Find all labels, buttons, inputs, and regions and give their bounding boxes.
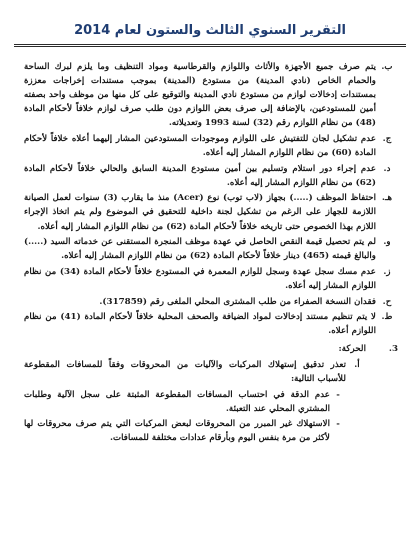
document-body (24, 60, 398, 447)
list-item (24, 162, 398, 190)
item-marker: ز. (383, 266, 391, 277)
list-item (24, 191, 398, 233)
section-number: 3. (388, 344, 398, 355)
item-marker: ح. (382, 296, 392, 307)
item-marker: أ. (354, 359, 360, 370)
list-item (24, 358, 398, 386)
bullet-marker: - (336, 389, 340, 400)
item-marker: ط. (381, 312, 393, 323)
bullet-item (24, 417, 398, 445)
item-text: تعذر تدقيق إستهلاك المركبات والآليات من المحروقات وفقاً للمسافات المقطوعة للأسباب التالية: (24, 359, 346, 384)
list-item (24, 265, 398, 293)
section-label: الحركة: (338, 344, 366, 355)
page-title: التقرير السنوي الثالث والستون لعام 2014 (14, 22, 406, 47)
bullet-item (24, 388, 398, 416)
item-text: احتفاظ الموظف (.....) بجهاز (لاب توب) نوع (Acer) منذ ما يقارب (3) سنوات لعمل الصيانة اللازمة للجهاز على الرغم من تشكيل لجنة داخلية للتحقيق في الموضوع ولم يتم اتخاذ الإجراء اللازم بهذا الخصوص حتى تاريخه خلافاً لأحكام المادة (62) من نظام اللوازم المشار إليه أعلاه. (24, 193, 376, 232)
item-marker: ب. (381, 62, 393, 72)
item-marker: د. (383, 163, 391, 174)
item-marker: هـ. (381, 193, 393, 204)
bullet-marker: - (336, 419, 340, 430)
item-text: لا يتم تنظيم مستند إدخالات لمواد الضيافة والصحف المحلية خلافاً لأحكام المادة (41) من نظام اللوازم أعلاه. (24, 312, 376, 337)
section-heading (24, 342, 398, 356)
list-item (24, 235, 398, 263)
list-item (24, 295, 398, 309)
list-item (24, 60, 398, 130)
item-marker: و. (383, 237, 391, 248)
item-text: عدم إجراء دور استلام وتسليم بين أمين مستودع المدينة السابق والحالي خلافاً لأحكام المادة (62) من نظام اللوازم المشار إليه أعلاه. (24, 163, 376, 188)
bullet-text: عدم الدقة في احتساب المسافات المقطوعة المثبتة على سجل الآلية وطلبات المشتري المحلي عند التعبئة. (24, 389, 330, 414)
list-item (24, 132, 398, 160)
item-marker: ج. (382, 133, 392, 144)
item-text: يتم صرف جميع الأجهزة والأثاث واللوازم والقرطاسية ومواد التنظيف وما يلزم لبرك الساحة والحمام الخاص (نادي المدينة) من مستودع (المدينة) بموجب مستندات إخراجات معززة بمستندات إدخالات لوازم من مستودع نادي المدينة والتوقيع على كل منها من موظف واحد بصفته أمين للمستودعين، بالإضافة إلى صرف بعض اللوازم دون طلب صرف لوازم خلافاً لأحكام المادة (48) من نظام اللوازم رقم (32) لسنة 1993 وتعديلاته. (24, 62, 376, 129)
item-text: لم يتم تحصيل قيمة النقص الحاصل في عهدة موظف المنجرة المستقنى عن خدماته السيد (.....) والبالغ قيمته (465) دينار خلافاً لأحكام المادة (62) من نظام اللوازم المشار إليه أعلاه. (24, 237, 376, 262)
list-item (24, 310, 398, 338)
bullet-text: الاستهلاك غير المبرر من المحروقات لبعض المركبات التي يتم صرف محروقات لها لأكثر من مرة بنفس اليوم وبأرقام عدادات مختلفة للمسافات. (24, 419, 330, 444)
item-text: عدم مسك سجل عهدة وسجل للوازم المعمرة في المستودع خلافاً لأحكام المادة (34) من نظام اللوازم المشار إليه أعلاه. (24, 266, 376, 291)
item-text: عدم تشكيل لجان للتفتيش على اللوازم وموجودات المستودعين المشار إليهما أعلاه خلافاً لأحكام المادة (60) من نظام اللوازم المشار إليه أعلاه. (24, 133, 376, 159)
item-text: فقدان النسخة الصفراء من طلب المشترى المحلي الملغى رقم (317859). (99, 296, 376, 307)
